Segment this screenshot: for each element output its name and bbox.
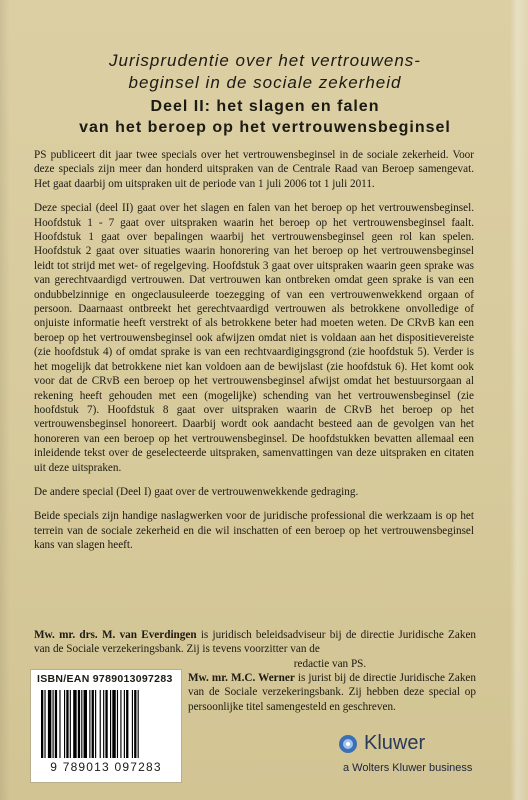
part-title-line1: Deel II: het slagen en falen (150, 98, 380, 115)
barcode-bar (103, 690, 104, 758)
barcode-bar (124, 690, 125, 758)
barcode-bar (126, 690, 128, 758)
isbn-digits: 9 789013 097283 (50, 760, 162, 774)
barcode-bar (59, 690, 60, 758)
kluwer-logo-icon (338, 734, 358, 754)
author-2-name: Mw. mr. M.C. Werner (188, 672, 295, 684)
publisher-tagline: a Wolters Kluwer business (343, 762, 473, 774)
blurb-text (34, 148, 474, 553)
barcode-bar (120, 690, 121, 758)
part-title-line2: van het beroep op het vertrouwensbeginsel (79, 119, 451, 136)
barcode-bars (41, 690, 171, 758)
paragraph-contents: Deze special (deel II) gaat over het slagen en falen van het beroep op het vertrouwensbeginsel. Hoofdstuk 1 - 7 gaat over uitspraken waarin het beroep op het vertrouwensbeginsel faalt. Hoofdstuk 1 gaat over bepalingen waarbij het vertrouwensbeginsel geen rol kan spelen. Hoofdstuk 2 gaat over situaties waarin honorering van het beroep op het vertrouwensbeginsel leidt tot strijd met wet- of regelgeving. Hoofdstuk 3 gaat over uitspraken waarin geen sprake was van gerechtvaardigd vertrouwen. Dat vertrouwen kan ontbreken omdat geen sprake is van een ondubbelzinnige en ongeclausuleerde toezegging of van een vertrouwenwekkend orgaan of persoon. Daarnaast ontbreekt het gerechtvaardigd vertrouwen als betrokkene onvolledige of onjuiste informatie heeft verstrekt of als betrokkene beter had moeten weten. De CRvB kan een beroep op het vertrouwensbeginsel ook afwijzen omdat niet is voldaan aan het dispositievereiste (zie hoofdstuk 4) of omdat sprake is van een rechtvaardigingsgrond (zie hoofdstuk 5). Verder is het mogelijk dat betrokkene niet kan voldoen aan de bewijslast (zie hoofdstuk 6). Het komt ook voor dat de CRvB een beroep op het vertrouwensbeginsel afwijst omdat het bestuursorgaan al rekening heeft gehouden met een (mogelijke) schending van het vertrouwensbeginsel (zie hoofdstuk 7). Hoofdstuk 8 gaat over uitspraken waarin de CRvB het beroep op het vertrouwensbeginsel honoreert. Daarbij wordt ook aandacht besteed aan de gevolgen van het honoreren van een beroep op het vertrouwensbeginsel. De hoofdstukken bevatten allemaal een inleidende tekst over de geselecteerde uitspraken, samenvattingen van deze uitspraken en citaten uit deze uitspraken. (34, 202, 474, 474)
cover-spine-shadow (0, 0, 10, 800)
barcode-bar (138, 690, 139, 758)
barcode-bar (70, 690, 71, 758)
barcode-bar (110, 690, 111, 758)
barcode-bar (92, 690, 94, 758)
publisher-name: Kluwer (364, 732, 426, 754)
barcode-bar (64, 690, 65, 758)
author-1-bio (34, 628, 476, 671)
barcode-bar (73, 690, 76, 758)
barcode-bar (105, 690, 107, 758)
barcode-bar (78, 690, 80, 758)
series-title-line1: Jurisprudentie over het vertrouwens- (109, 51, 421, 70)
barcode-bar (81, 690, 82, 758)
series-title-line2: beginsel in de sociale zekerheid (128, 73, 402, 92)
barcode-bar (100, 690, 101, 758)
paragraph-intro: PS publiceert dit jaar twee specials over het vertrouwensbeginsel in de sociale zekerheid. Voor deze specials zijn meer dan honderd uitspraken van de Centrale Raad van Beroep samengevat. Het gaat daarbij om uitspraken uit de periode van 1 juli 2006 tot 1 juli 2011. (34, 149, 474, 190)
author-1-text-end: redactie van PS. (293, 657, 367, 670)
paragraph-audience: Beide specials zijn handige naslagwerken voor de juridische professional die werkzaam is op het terrein van de sociale zekerheid en die wil inschatten of een beroep op het vertrouwensbeginsel kans van slagen heeft. (34, 510, 474, 552)
barcode-bar (55, 690, 57, 758)
barcode-bar (66, 690, 68, 758)
barcode-bar (132, 690, 133, 758)
paragraph-other-special: De andere special (Deel I) gaat over de vertrouwenwekkende gedraging. (34, 485, 359, 498)
barcode-bar (53, 690, 54, 758)
author-2-text: is jurist bij de directie Juridische Zaken van de Sociale verzekeringsbank. Zij hebben deze special op persoonlijke titel samengesteld en geschreven. (188, 672, 476, 713)
barcode-bar (89, 690, 90, 758)
publisher-logo (336, 730, 506, 786)
series-title (40, 50, 490, 94)
barcode-bar (41, 690, 43, 758)
part-title (40, 96, 490, 138)
barcode-bar (48, 690, 51, 758)
barcode-bar (134, 690, 136, 758)
cover-edge-highlight (510, 0, 528, 800)
author-2-bio (188, 671, 476, 714)
barcode-bar (84, 690, 87, 758)
barcode-bar (112, 690, 115, 758)
author-1-name: Mw. mr. drs. M. van Everdingen (34, 629, 197, 641)
author-1-text: is juridisch beleidsadviseur bij de directie Juridische Zaken van de Sociale verzekeringsbank. Zij is tevens voorzitter van de (34, 629, 476, 656)
barcode-bar (117, 690, 118, 758)
barcode-bar (44, 690, 45, 758)
isbn-label: ISBN/EAN 9789013097283 (37, 673, 173, 685)
barcode-bar (95, 690, 96, 758)
isbn-barcode (30, 669, 182, 783)
